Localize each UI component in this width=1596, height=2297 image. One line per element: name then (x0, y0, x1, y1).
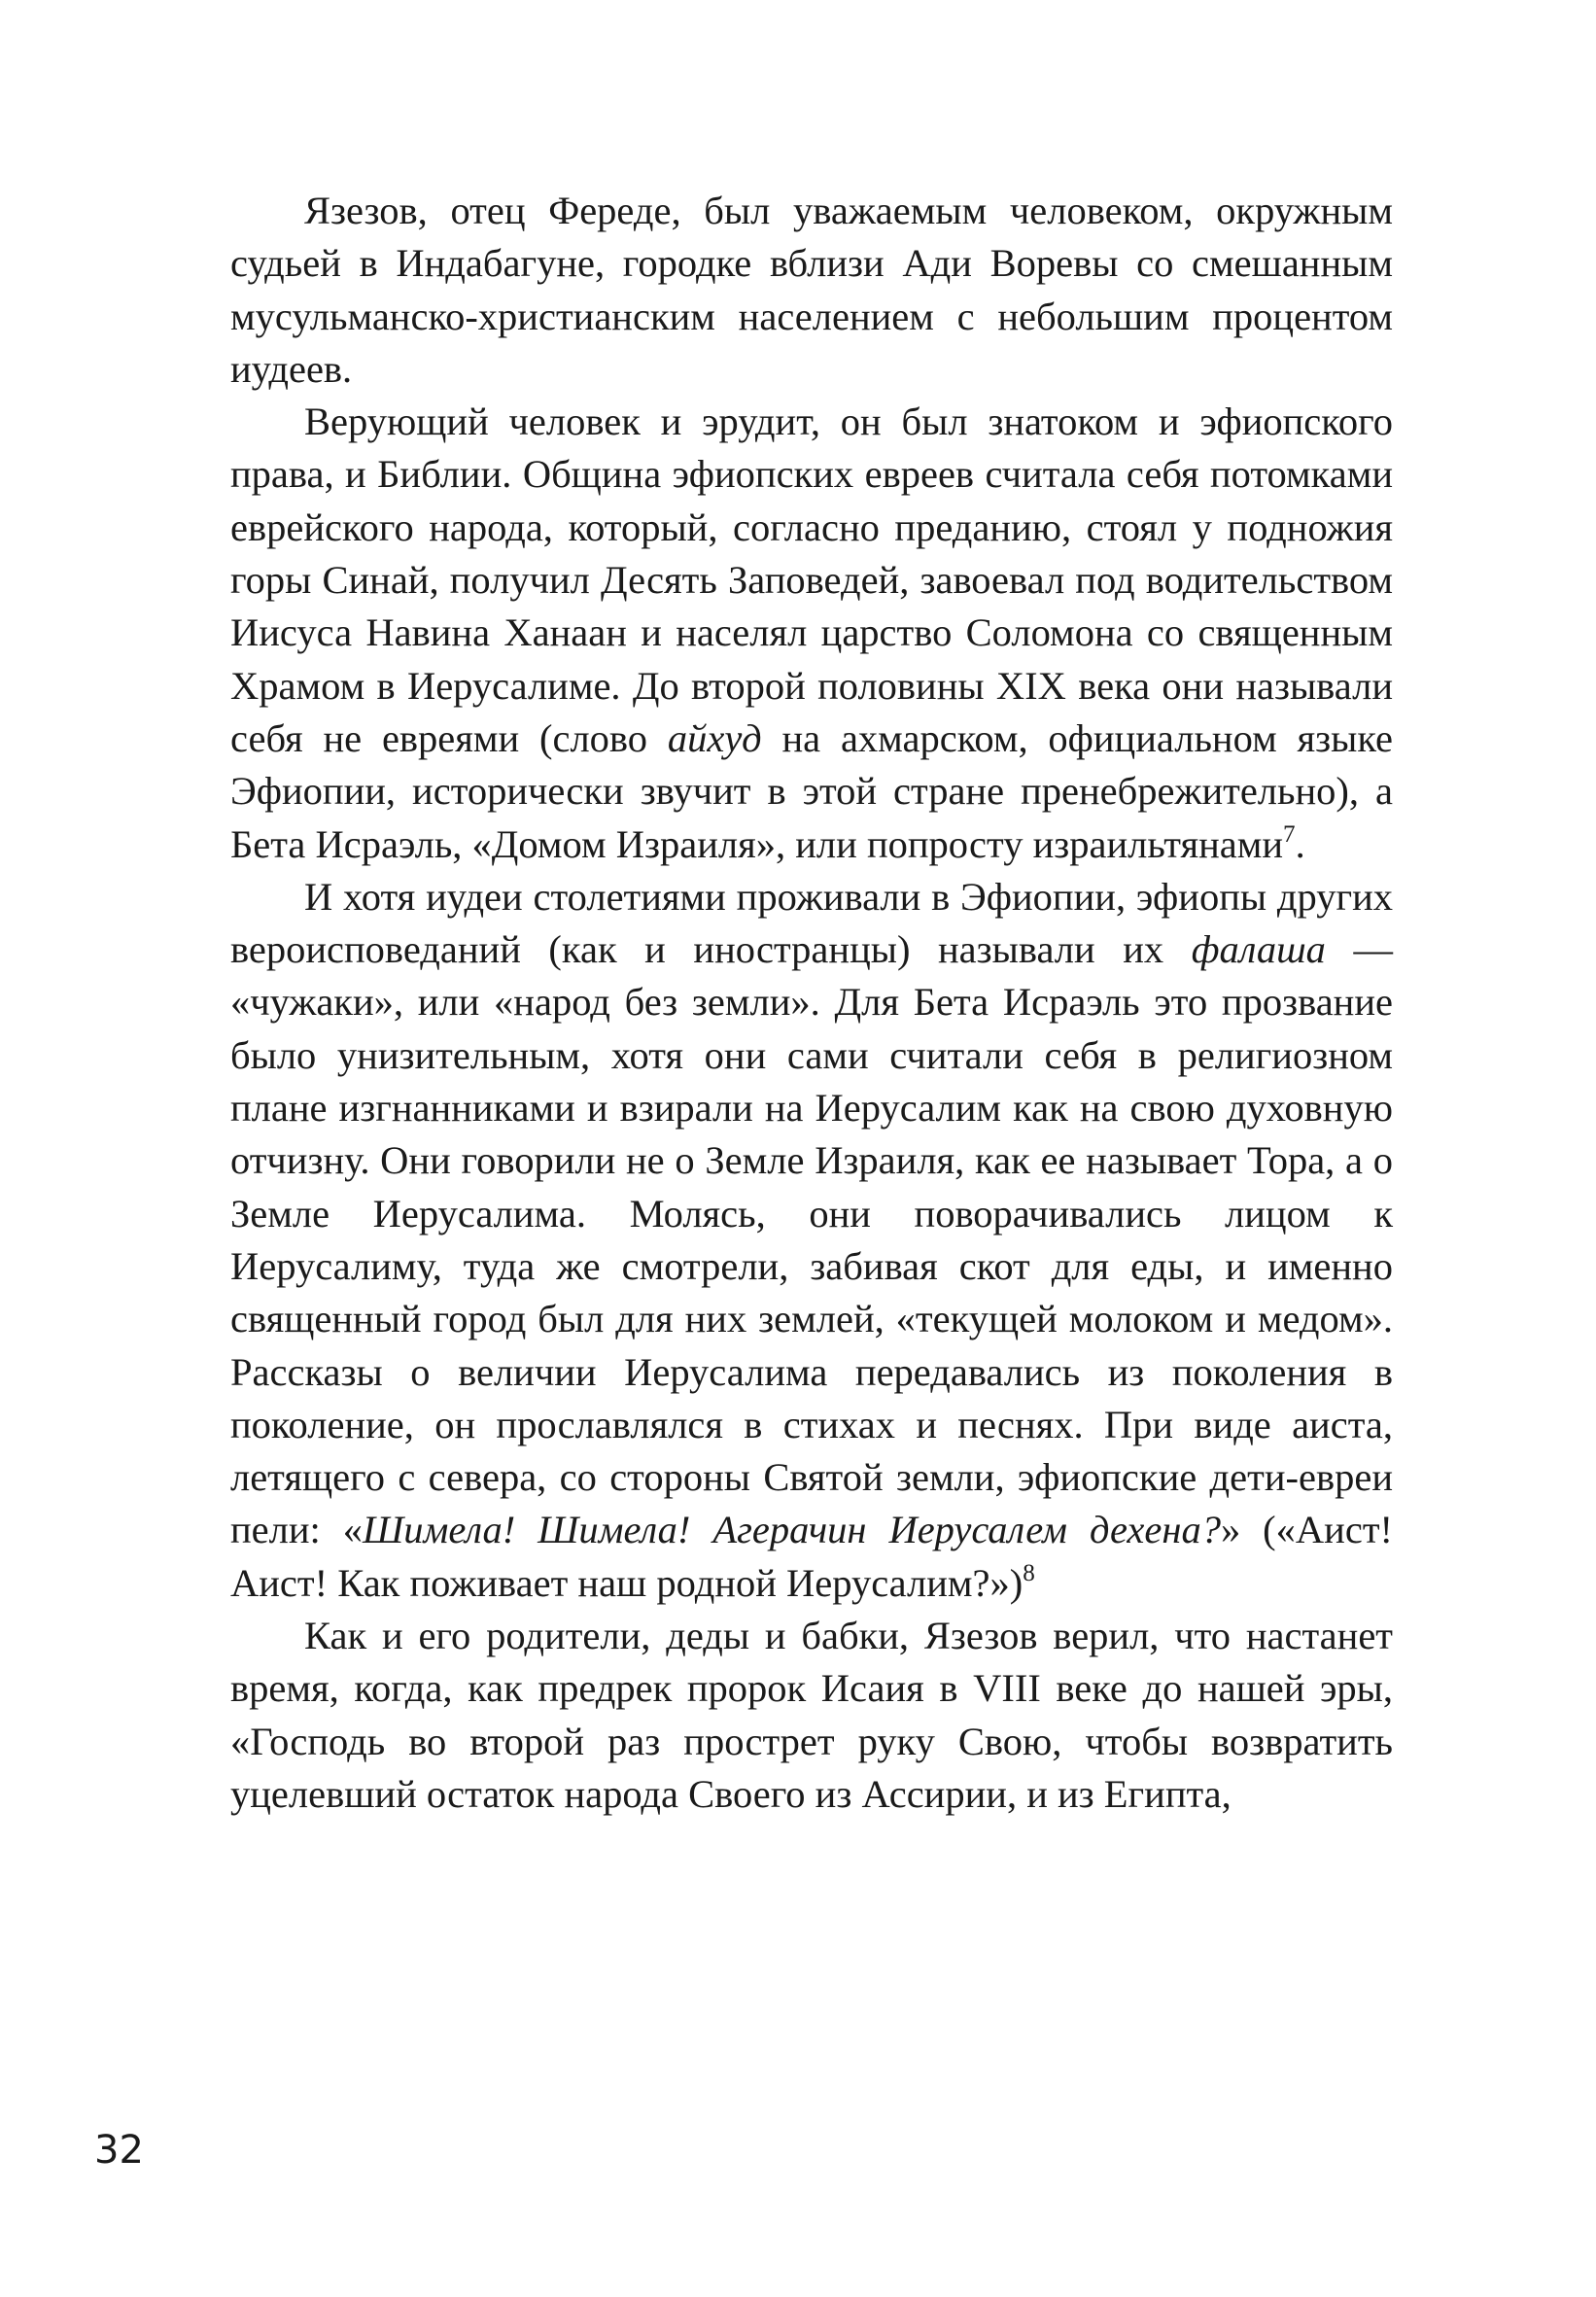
italic-term: айхуд (667, 715, 762, 760)
paragraph-text: Язезов, отец Фереде, был уважаемым человеком, окружным судьей в Индабагуне, городке вблизи Ади Воревы со смешанным мусульманско-христианским населением с небольшим процентом иудеев. (230, 189, 1393, 391)
paragraph-3 (230, 871, 1393, 1610)
paragraph-4 (230, 1610, 1393, 1821)
body-text (230, 185, 1393, 1821)
footnote-marker[interactable]: 8 (1023, 1559, 1035, 1586)
paragraph-2 (230, 396, 1393, 871)
italic-quote: Шимела! Шимела! Агерачин Иерусалем дехена? (363, 1508, 1221, 1552)
paragraph-text: Верующий человек и эрудит, он был знатоком и эфиопского права, и Библии. Община эфиопских евреев считала себя потомками еврейского народа, который, согласно преданию, стоял у подножия горы Синай, получил Десять Заповедей, завоевал под водительством Иисуса Навина Ханаан и населял царство Соломона со священным Храмом в Иерусалиме. До второй половины XIX века они называли себя не евреями (слово (230, 400, 1393, 760)
paragraph-text: Как и его родители, деды и бабки, Язезов верил, что настанет время, когда, как предрек пророк Исаия в VIII веке до нашей эры, «Господь во второй раз прострет руку Свою, чтобы возвратить уцелевший остаток народа Своего из Ассирии, и из Египта, (230, 1614, 1393, 1816)
paragraph-text: » («Аист! Аист! Как поживает наш родной Иерусалим?») (230, 1508, 1394, 1605)
paragraph-text: И хотя иудеи столетиями проживали в Эфиопии, эфиопы других вероисповеданий (как и иностранцы) называли их (230, 874, 1393, 972)
footnote-marker[interactable]: 7 (1283, 820, 1296, 848)
paragraph-text: на ахмарском, официальном языке Эфиопии, исторически звучит в этой стране пренебрежительно), а Бета Исраэль, «Домом Израиля», или попросту израильтянами (230, 715, 1393, 866)
paragraph-text: — «чужаки», или «народ без земли». Для Бета Исраэль это прозвание было унизительным, хотя они сами считали себя в религиозном плане изгнанниками и взирали на Иерусалим как на свою духовную отчизну. Они говорили не о Земле Израиля, как ее называет Тора, а о Земле Иерусалима. Молясь, они поворачивались лицом к Иерусалиму, туда же смотрели, забивая скот для еды, и именно священный город был для них землей, «текущей молоком и медом». Рассказы о величии Иерусалима передавались из поколения в поколение, он прославлялся в стихах и песнях. При виде аиста, летящего с севера, со стороны Святой земли, эфиопские дети-евреи пели: « (230, 927, 1393, 1552)
paragraph-text: . (1295, 821, 1305, 866)
paragraph-1 (230, 185, 1393, 396)
italic-term: фалаша (1191, 927, 1326, 972)
page-number: 32 (94, 2128, 144, 2173)
